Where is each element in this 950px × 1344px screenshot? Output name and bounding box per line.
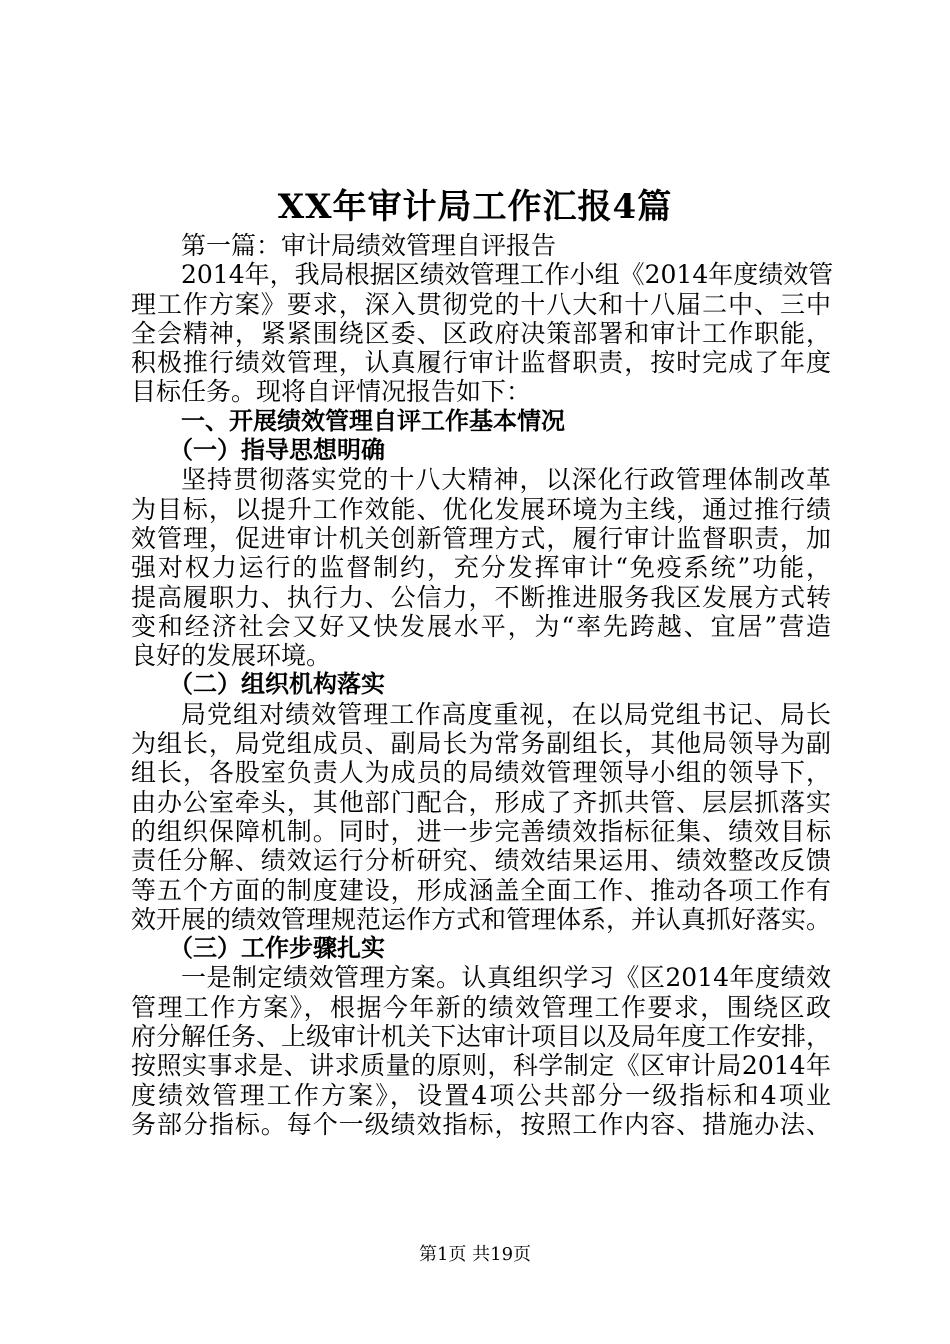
paragraph-line: 变和经济社会又好又快发展水平，为“率先跨越、宜居”营造 — [131, 611, 831, 641]
paragraph-line: 府分解任务、上级审计机关下达审计项目以及局年度工作安排， — [131, 1022, 832, 1052]
paragraph-line: 局党组对绩效管理工作高度重视，在以局党组书记、局长 — [181, 699, 831, 729]
section-heading: 一、开展绩效管理自评工作基本情况 — [181, 406, 565, 435]
page-number-footer: 第1页 共19页 — [418, 1244, 532, 1265]
paragraph-line: 等五个方面的制度建设，形成涵盖全面工作、推动各项工作有 — [131, 875, 831, 905]
paragraph-line: 效管理，促进审计机关创新管理方式，履行审计监督职责，加 — [131, 523, 831, 553]
paragraph-line: 由办公室牵头，其他部门配合，形成了齐抓共管、层层抓落实 — [131, 787, 831, 817]
document-body — [131, 231, 834, 1139]
paragraph-line: 为组长，局党组成员、副局长为常务副组长，其他局领导为副 — [131, 729, 831, 759]
paragraph-line: 组长，各股室负责人为成员的局绩效管理领导小组的领导下， — [131, 758, 831, 788]
paragraph-line: 2014年，我局根据区绩效管理工作小组《2014年度绩效管 — [181, 260, 834, 290]
paragraph-line: 坚持贯彻落实党的十八大精神，以深化行政管理体制改革 — [181, 465, 831, 495]
paragraph-line: 提高履职力、执行力、公信力，不断推进服务我区发展方式转 — [131, 582, 831, 612]
paragraph-line: 按照实事求是、讲求质量的原则，科学制定《区审计局2014年 — [131, 1051, 831, 1081]
subsection-heading: （二）组织机构落实 — [169, 670, 385, 699]
paragraph-line: 理工作方案》要求，深入贯彻党的十八大和十八届二中、三中 — [131, 289, 831, 319]
paragraph-line: 一是制定绩效管理方案。认真组织学习《区2014年度绩效 — [181, 963, 831, 993]
paragraph-line: 效开展的绩效管理规范运作方式和管理体系，并认真抓好落实。 — [131, 904, 832, 934]
paragraph-line: 管理工作方案》，根据今年新的绩效管理工作要求，围绕区政 — [131, 992, 831, 1022]
subsection-heading: （三）工作步骤扎实 — [169, 934, 385, 963]
paragraph-line: 为目标，以提升工作效能、优化发展环境为主线，通过推行绩 — [131, 494, 831, 524]
section-intro-line: 第一篇：审计局绩效管理自评报告 — [181, 231, 557, 260]
paragraph-line: 积极推行绩效管理，认真履行审计监督职责，按时完成了年度 — [131, 348, 831, 378]
paragraph-line: 责任分解、绩效运行分析研究、绩效结果运用、绩效整改反馈 — [131, 846, 831, 876]
subsection-heading: （一）指导思想明确 — [169, 436, 385, 465]
paragraph-line: 务部分指标。每个一级绩效指标，按照工作内容、措施办法、 — [131, 1109, 831, 1139]
paragraph-line: 的组织保障机制。同时，进一步完善绩效指标征集、绩效目标 — [131, 816, 831, 846]
paragraph-line: 全会精神，紧紧围绕区委、区政府决策部署和审计工作职能， — [131, 318, 831, 348]
paragraph-line: 度绩效管理工作方案》，设置4项公共部分一级指标和4项业 — [131, 1080, 831, 1110]
document-title: XX年审计局工作汇报4篇 — [277, 187, 673, 227]
paragraph-line: 良好的发展环境。 — [131, 641, 332, 671]
paragraph-line: 目标任务。现将自评情况报告如下： — [131, 377, 532, 407]
paragraph-line: 强对权力运行的监督制约，充分发挥审计“免疫系统”功能， — [131, 553, 831, 583]
